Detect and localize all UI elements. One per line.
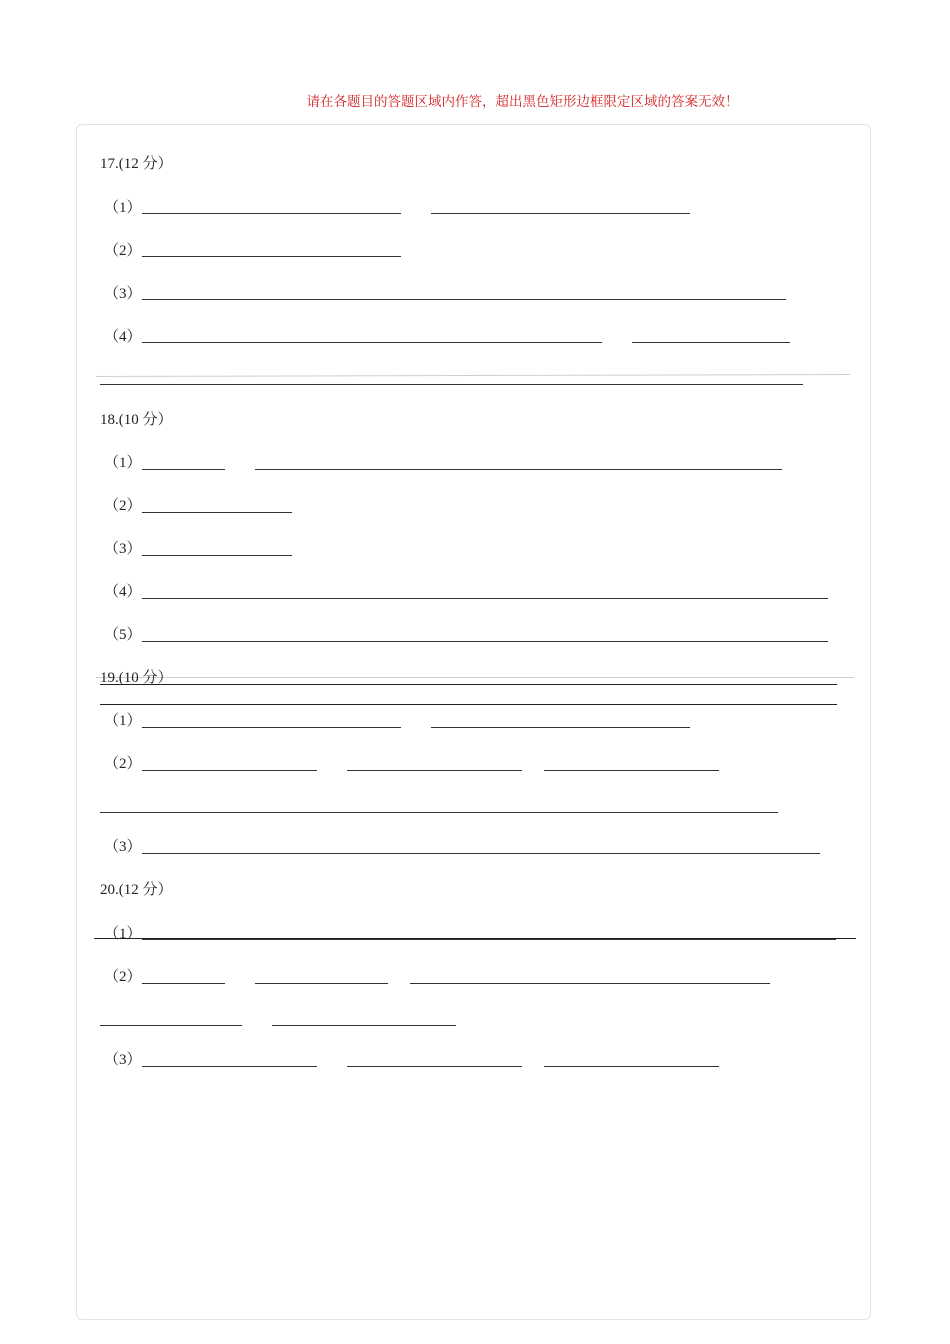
q17-4-answer-line-b[interactable] — [632, 342, 790, 343]
question-20-title: 20.(12 分） — [100, 882, 173, 898]
q20-3-answer-line-b[interactable] — [347, 1066, 522, 1067]
q18-part-1-label: （1） — [104, 455, 142, 471]
q20-2-answer-line-c[interactable] — [410, 983, 770, 984]
q17-4-answer-line-a[interactable] — [142, 342, 602, 343]
q17-2-answer-line[interactable] — [142, 256, 401, 257]
answer-area-notice: 请在各题目的答题区域内作答，超出黑色矩形边框限定区域的答案无效！ — [306, 94, 739, 109]
q20-2-answer-line-d[interactable] — [100, 1025, 242, 1026]
q18-4-answer-line[interactable] — [142, 598, 828, 599]
q19-2-answer-line-d[interactable] — [100, 812, 778, 813]
q20-2-answer-line-a[interactable] — [142, 983, 225, 984]
q17-1-answer-line-a[interactable] — [142, 213, 401, 214]
q19-3-answer-line[interactable] — [142, 853, 820, 854]
q18-1-answer-line-a[interactable] — [142, 469, 225, 470]
q20-3-answer-line-c[interactable] — [544, 1066, 719, 1067]
q20-part-1-label: （1） — [104, 926, 142, 942]
q17-4-answer-line-c[interactable] — [100, 384, 803, 385]
q20-2-answer-line-b[interactable] — [255, 983, 388, 984]
q18-3-answer-line[interactable] — [142, 555, 292, 556]
q17-1-answer-line-b[interactable] — [431, 213, 690, 214]
q18-part-4-label: （4） — [104, 584, 142, 600]
q20-part-3-label: （3） — [104, 1052, 142, 1068]
question-19-title: 19.(10 分） — [100, 670, 173, 686]
q19-2-answer-line-c[interactable] — [544, 770, 719, 771]
q20-3-answer-line-a[interactable] — [142, 1066, 317, 1067]
q17-part-2-label: （2） — [104, 243, 142, 259]
q19-part-2-label: （2） — [104, 756, 142, 772]
q18-part-2-label: （2） — [104, 498, 142, 514]
q20-1-answer-line[interactable] — [142, 939, 836, 940]
q18-2-answer-line[interactable] — [142, 512, 292, 513]
q19-part-3-label: （3） — [104, 839, 142, 855]
q20-2-answer-line-e[interactable] — [272, 1025, 456, 1026]
q18-1-answer-line-b[interactable] — [255, 469, 782, 470]
q19-1-answer-line-b[interactable] — [431, 727, 690, 728]
q19-1-answer-line-a[interactable] — [142, 727, 401, 728]
question-18-title: 18.(10 分） — [100, 412, 173, 428]
q19-2-answer-line-b[interactable] — [347, 770, 522, 771]
answer-area-frame — [76, 124, 871, 1320]
q19-part-1-label: （1） — [104, 713, 142, 729]
q18-5-answer-line-b[interactable] — [100, 684, 837, 685]
q20-part-2-label: （2） — [104, 969, 142, 985]
q18-part-5-label: （5） — [104, 627, 142, 643]
q17-3-answer-line[interactable] — [142, 299, 786, 300]
section-divider-dark — [94, 938, 856, 939]
q17-part-4-label: （4） — [104, 329, 142, 345]
q17-part-1-label: （1） — [104, 200, 142, 216]
q17-part-3-label: （3） — [104, 286, 142, 302]
q18-part-3-label: （3） — [104, 541, 142, 557]
question-17-title: 17.(12 分） — [100, 156, 173, 172]
q19-2-answer-line-a[interactable] — [142, 770, 317, 771]
q18-5-answer-line-c[interactable] — [100, 704, 837, 705]
section-divider — [96, 677, 854, 678]
q18-5-answer-line[interactable] — [142, 641, 828, 642]
